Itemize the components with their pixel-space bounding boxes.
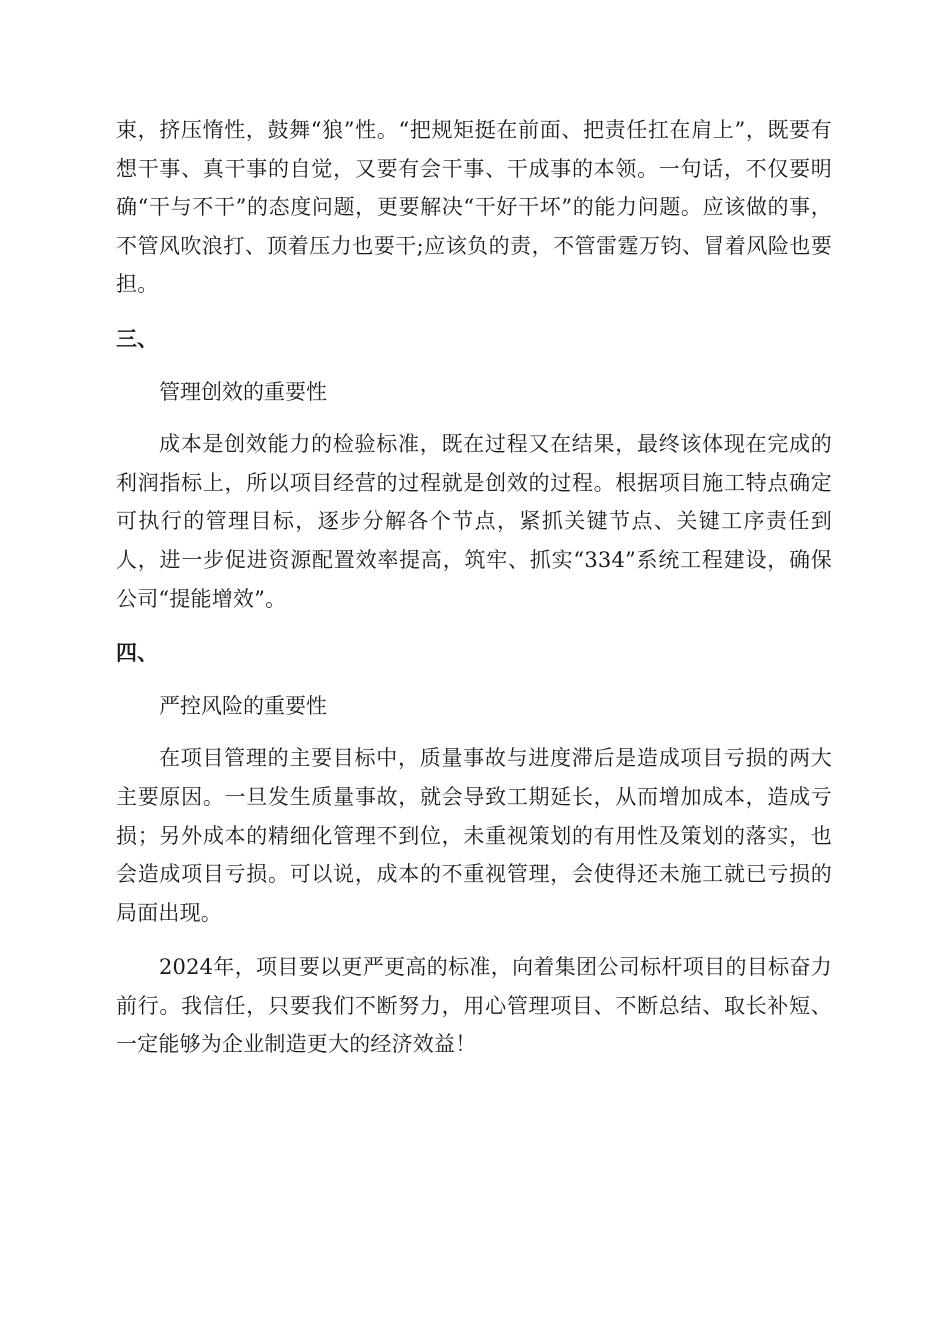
section-4-body: 在项目管理的主要目标中，质量事故与进度滞后是造成项目亏损的两大主要原因。一旦发生质量事故，就会导致工期延长，从而增加成本，造成亏损；另外成本的精细化管理不到位，未重视策划的有用性及策划的落实，也会造成项目亏损。可以说，成本的不重视管理，会使得还未施工就已亏损的局面出现。 [116, 746, 832, 925]
section-4-heading: 四、 [116, 640, 158, 666]
section-3-title: 管理创效的重要性 [159, 379, 327, 404]
closing-paragraph: 2024年，项目要以更严更高的标准，向着集团公司标杆项目的目标奋力前行。我信任，只要我们不断努力，用心管理项目、不断总结、取长补短、一定能够为企业制造更大的经济效益！ [116, 955, 832, 1057]
section-3-heading: 三、 [116, 325, 158, 351]
section-3-body: 成本是创效能力的检验标准，既在过程又在结果，最终该体现在完成的利润指标上，所以项目经营的过程就是创效的过程。根据项目施工特点确定可执行的管理目标，逐步分解各个节点，紧抓关键节点、关键工序责任到人，进一步促进资源配置效率提高，筑牢、抓实“334”系统工程建设，确保公司“提能增效”。 [116, 432, 832, 611]
paragraph-continuation: 束，挤压惰性，鼓舞“狼”性。“把规矩挺在前面、把责任扛在肩上”，既要有想干事、真干事的自觉，又要有会干事、干成事的本领。一句话，不仅要明确“干与不干”的态度问题，更要解决“干好干坏”的能力问题。应该做的事，不管风吹浪打、顶着压力也要干;应该负的责，不管雷霆万钧、冒着风险也要担。 [116, 118, 832, 297]
section-4-title: 严控风险的重要性 [159, 693, 327, 718]
